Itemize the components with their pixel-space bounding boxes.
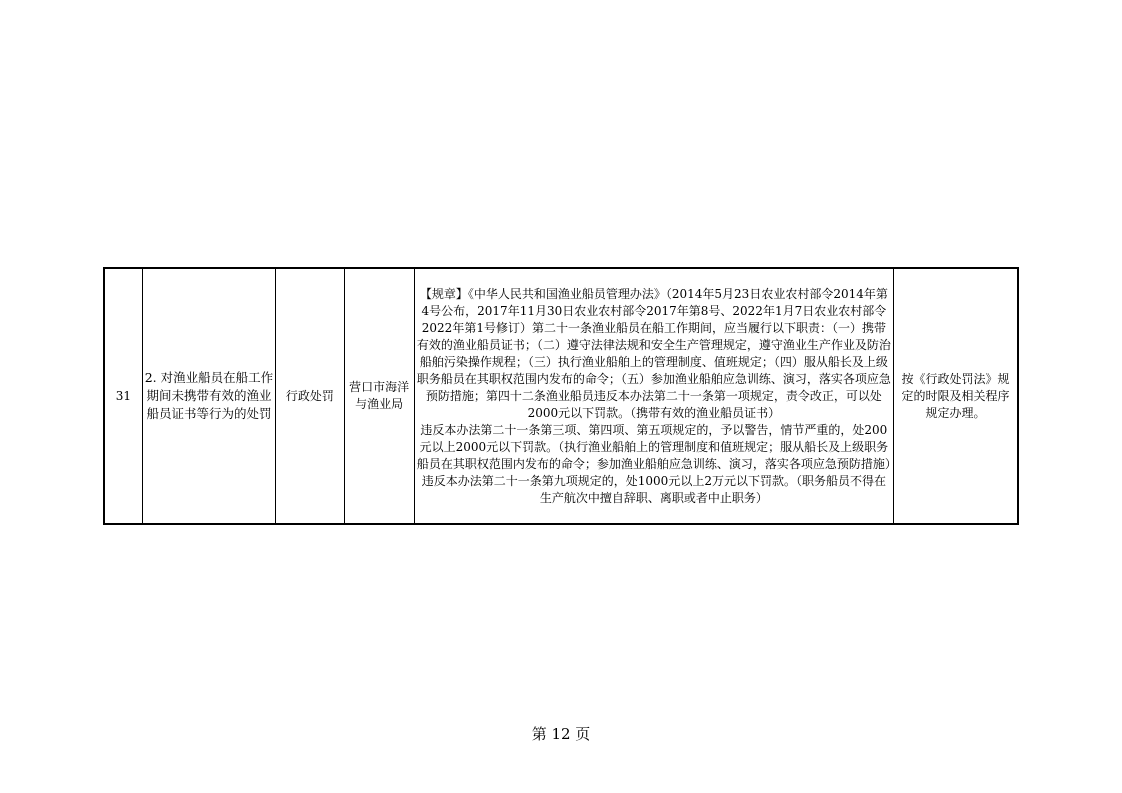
penalty-type: 行政处罚 [285, 388, 334, 403]
legal-basis-paragraph: 违反本办法第二十一条第九项规定的，处1000元以上2万元以下罚款。（职务船员不得在生产航次中擅自辞职、离职或者中止职务） [421, 473, 886, 505]
department-name: 营口市海洋与渔业局 [349, 380, 410, 411]
item-name: 2. 对渔业船员在船工作期间未携带有效的渔业船员证书等行为的处罚 [144, 370, 274, 421]
page-number: 第 12 页 [531, 725, 591, 743]
row-number-cell [104, 268, 142, 524]
item-cell [142, 268, 276, 524]
legal-basis-cell [414, 268, 897, 524]
procedure-text: 按《行政处罚法》规定的时限及相关程序规定办理。 [901, 371, 1010, 420]
legal-basis-paragraph: 【规章】《中华人民共和国渔业船员管理办法》（2014年5月23日农业农村部令2014年第4号公布，2017年11月30日农业农村部令2017年第8号、2022年1月7日农业农村部令2022年第1号修订）第二十一条渔业船员在船工作期间，应当履行以下职责：（一）携带有效的渔业船员证书；（二）遵守法律法规和安全生产管理规定，遵守渔业生产作业及防治船舶污染操作规程；（三）执行渔业船舶上的管理制度、值班规定；（四）服从船长及上级职务船员在其职权范围内发布的命令；（五）参加渔业船舶应急训练、演习，落实各项应急预防措施；第四十二条渔业船员违反本办法第二十一条第一项规定，责令改正，可以处2000元以下罚款。（携带有效的渔业船员证书） [416, 286, 891, 420]
enforcement-table [103, 267, 1019, 525]
department-cell [344, 268, 414, 524]
legal-basis-paragraph: 违反本办法第二十一条第三项、第四项、第五项规定的，予以警告，情节严重的，处200元以上2000元以下罚款。（执行渔业船舶上的管理制度和值班规定；服从船长及上级职务船员在其职权范围内发布的命令；参加渔业船舶应急训练、演习，落实各项应急预防措施） [416, 422, 897, 471]
table-row [104, 268, 1018, 524]
procedure-cell [893, 268, 1018, 524]
type-cell [276, 268, 344, 524]
row-number: 31 [115, 388, 131, 403]
